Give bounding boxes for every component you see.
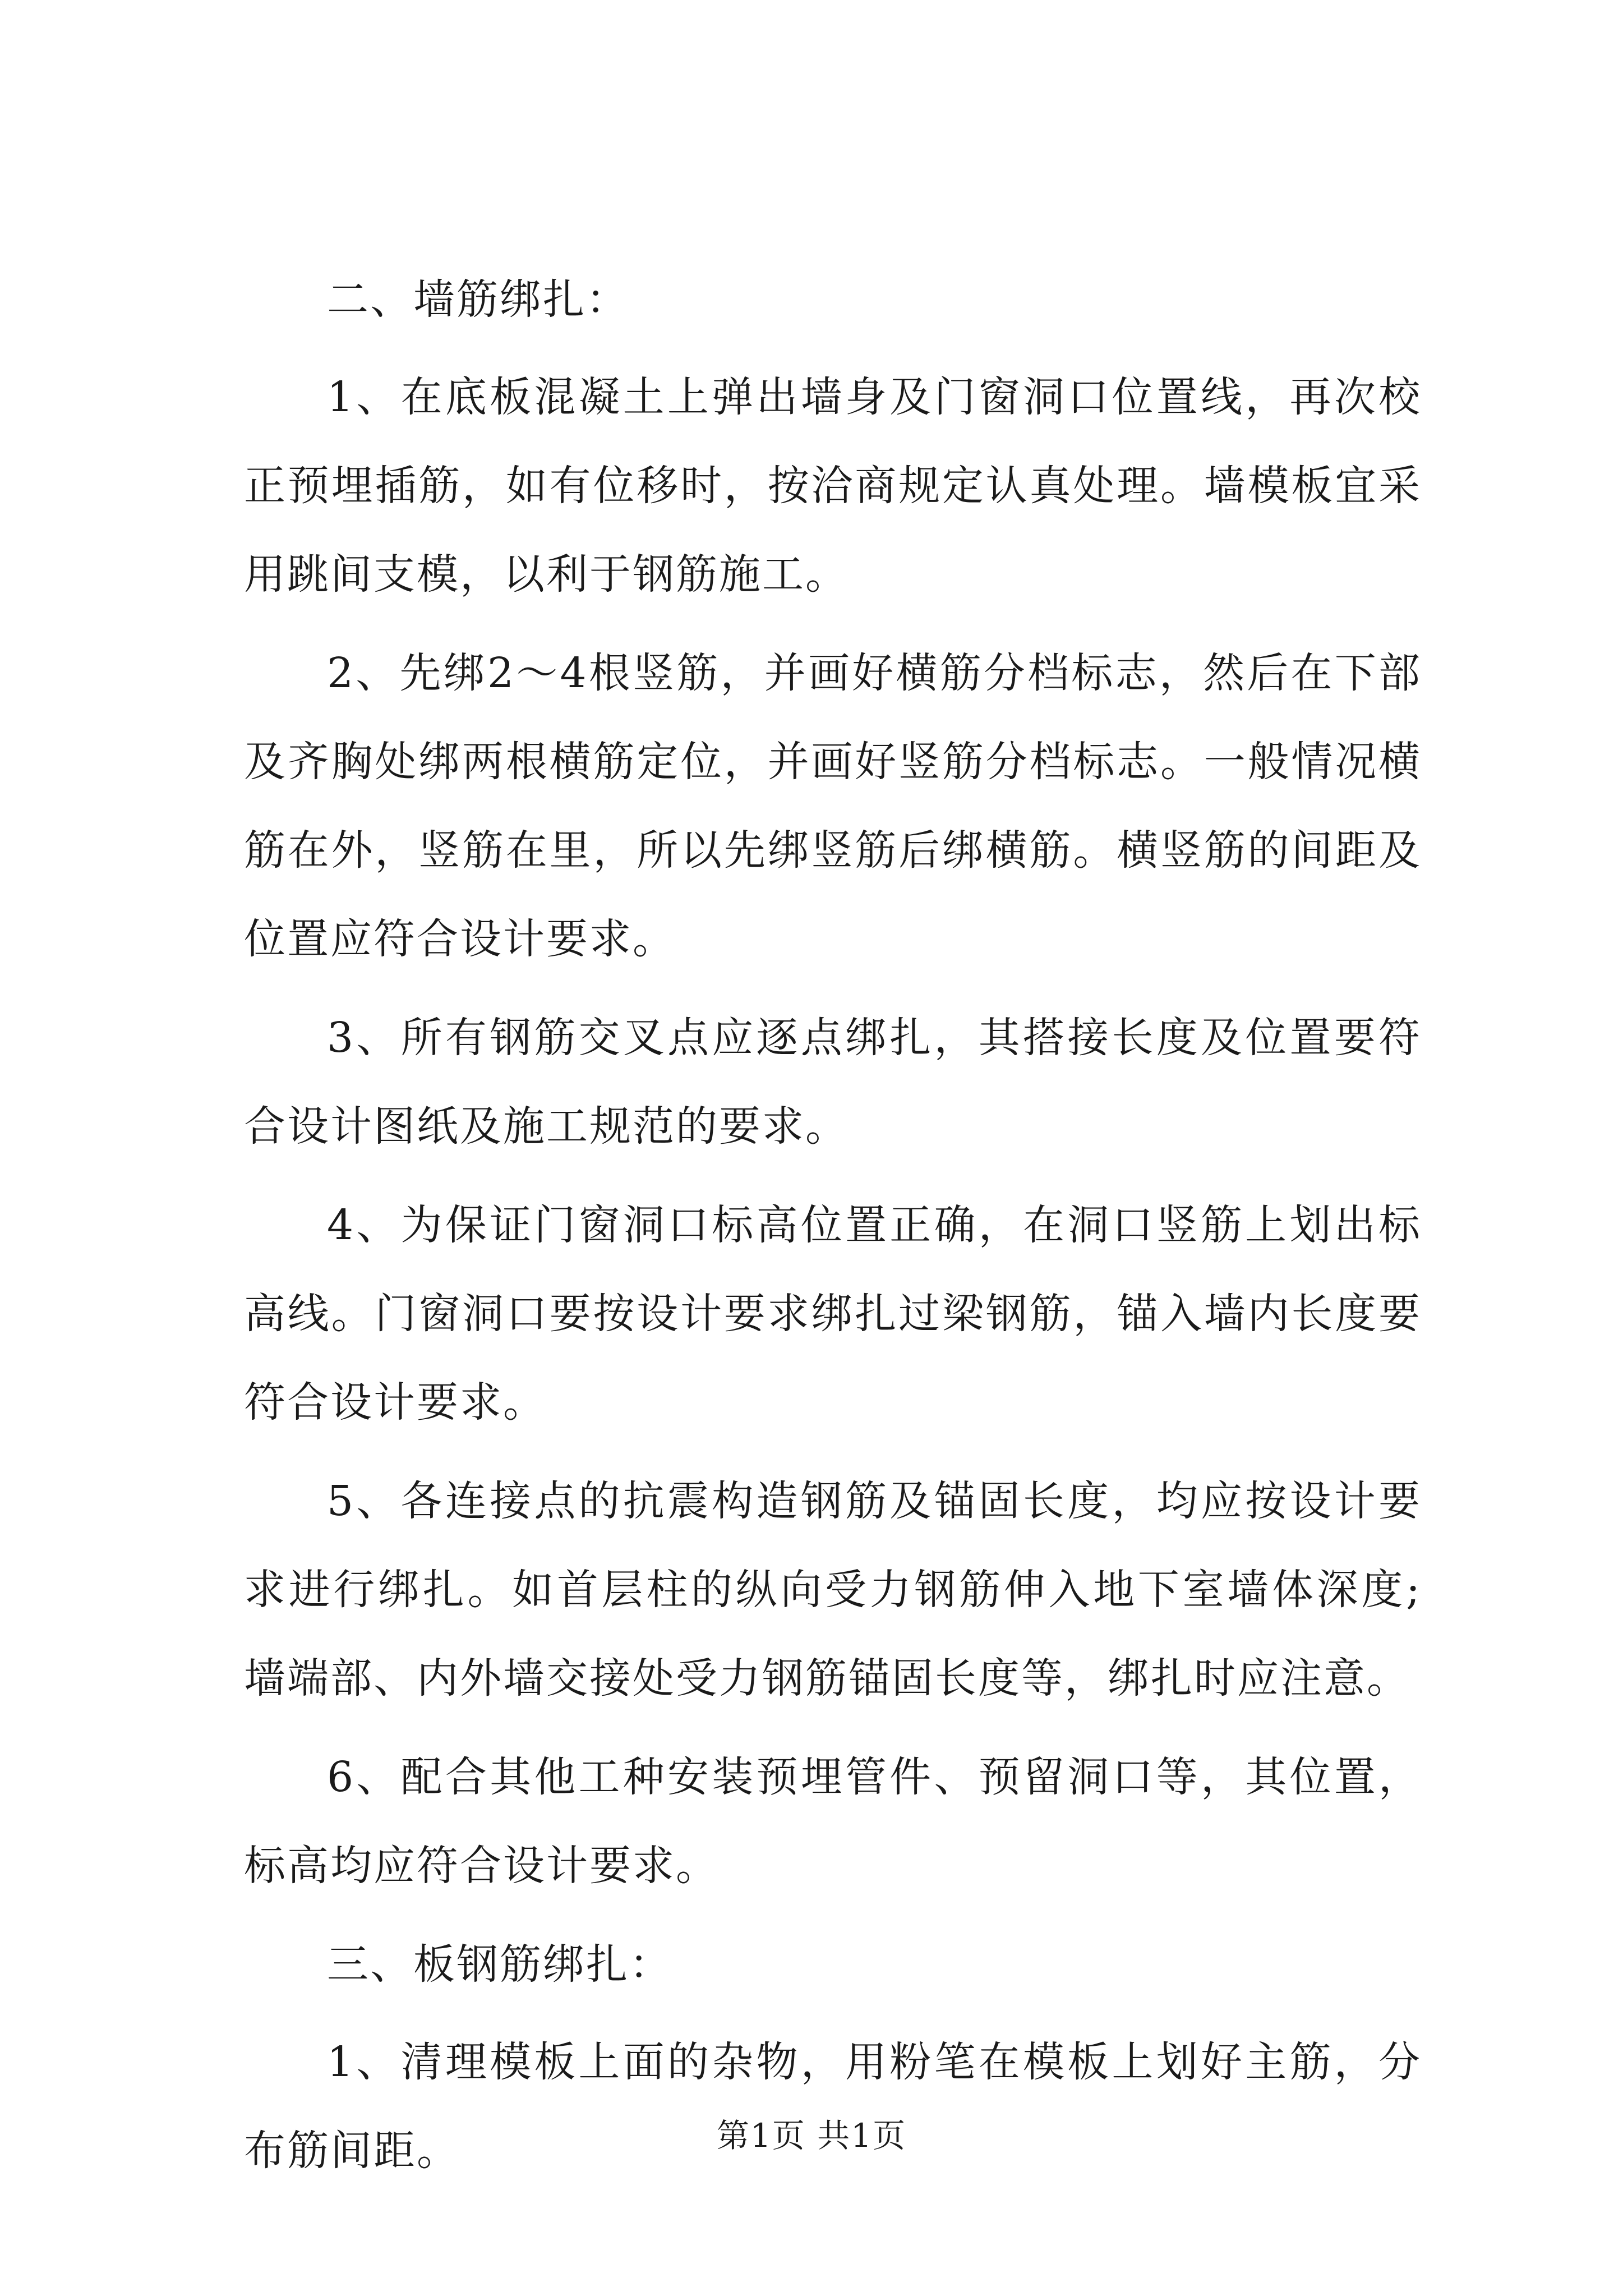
section-heading-slab-rebar: 三、板钢筋绑扎：	[327, 1940, 672, 1989]
section-heading-wall-rebar: 二、墙筋绑扎：	[327, 275, 629, 324]
paragraph-wall-4: 4、为保证门窗洞口标高位置正确，在洞口竖筋上划出标高线。门窗洞口要按设计要求绑扎过梁钢筋，锚入墙内长度要符合设计要求。	[244, 1201, 1422, 1427]
paragraph-slab-1: 1、清理模板上面的杂物，用粉笔在模板上划好主筋，分布筋间距。	[244, 2038, 1422, 2175]
paragraph-wall-1: 1、在底板混凝土上弹出墙身及门窗洞口位置线，再次校正预埋插筋，如有位移时，按洽商规定认真处理。墙模板宜采用跳间支模，以利于钢筋施工。	[244, 373, 1422, 599]
document-body	[244, 255, 1422, 2205]
paragraph-wall-6: 6、配合其他工种安装预埋管件、预留洞口等，其位置，标高均应符合设计要求。	[244, 1753, 1422, 1890]
paragraph-wall-3: 3、所有钢筋交叉点应逐点绑扎，其搭接长度及位置要符合设计图纸及施工规范的要求。	[244, 1014, 1422, 1151]
paragraph-wall-5: 5、各连接点的抗震构造钢筋及锚固长度，均应按设计要求进行绑扎。如首层柱的纵向受力钢筋伸入地下室墙体深度;墙端部、内外墙交接处受力钢筋锚固长度等，绑扎时应注意。	[244, 1477, 1422, 1703]
page-footer: 第1页 共1页	[716, 2116, 907, 2155]
paragraph-wall-2: 2、先绑2～4根竖筋，并画好横筋分档标志，然后在下部及齐胸处绑两根横筋定位，并画好竖筋分档标志。一般情况横筋在外，竖筋在里，所以先绑竖筋后绑横筋。横竖筋的间距及位置应符合设计要求。	[244, 649, 1422, 963]
